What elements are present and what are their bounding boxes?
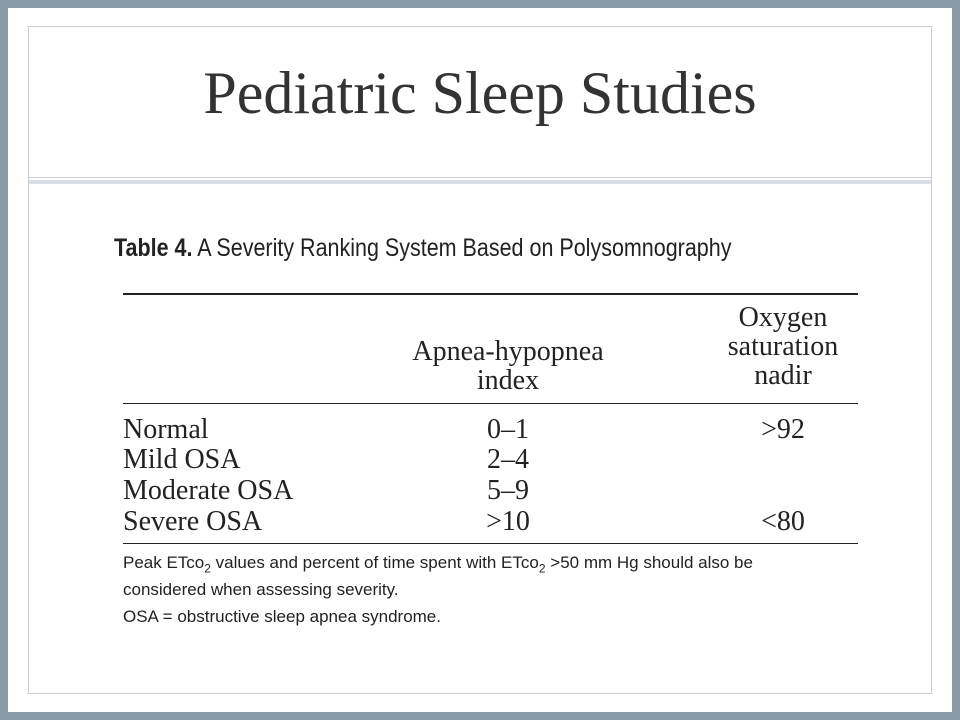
- header-oxy-line1: Oxygen: [738, 302, 828, 333]
- table-header-rule: [123, 403, 858, 404]
- slide-title: Pediatric Sleep Studies: [203, 60, 757, 126]
- footnote-etco2: [123, 552, 863, 601]
- footnote-osa-definition: OSA = obstructive sleep apnea syndrome.: [123, 607, 441, 626]
- table-title: A Severity Ranking System Based on Polysomnography: [197, 234, 732, 262]
- title-divider: [29, 180, 931, 184]
- header-oxygen-saturation-nadir: [698, 303, 868, 390]
- row-label: Normal: [123, 414, 209, 445]
- row-oxy: <80: [761, 506, 805, 537]
- row-label: Severe OSA: [123, 506, 263, 537]
- header-apnea-hypopnea-index: [368, 337, 648, 395]
- row-label: Moderate OSA: [123, 475, 294, 506]
- row-ahi: >10: [486, 506, 530, 537]
- table-bottom-rule: [123, 543, 858, 544]
- header-ahi-line2: index: [476, 365, 540, 396]
- row-label: Mild OSA: [123, 444, 241, 475]
- header-oxy-line3: nadir: [754, 360, 812, 391]
- footnote-part: values and percent of time spent with ETco: [210, 553, 539, 572]
- footnote-etco2-line1: [123, 552, 863, 579]
- footnote-subscript: 2: [204, 561, 211, 576]
- footnote-etco2-line2: considered when assessing severity.: [123, 580, 399, 600]
- table-number: Table 4.: [114, 234, 193, 262]
- row-oxy: >92: [761, 414, 805, 445]
- header-ahi-line1: Apnea-hypopnea: [412, 336, 604, 367]
- table-top-rule: [123, 293, 858, 295]
- row-ahi: 2–4: [487, 444, 529, 475]
- footnote-part: >50 mm Hg should also be: [545, 553, 753, 572]
- row-ahi: 5–9: [487, 475, 529, 506]
- row-ahi: 0–1: [487, 414, 529, 445]
- footnote-part: Peak ETco: [123, 553, 205, 572]
- table-caption: [114, 234, 731, 263]
- slide: [8, 8, 952, 712]
- header-oxy-line2: saturation: [727, 331, 839, 362]
- title-band: [29, 27, 931, 178]
- footnote-subscript: 2: [538, 561, 546, 576]
